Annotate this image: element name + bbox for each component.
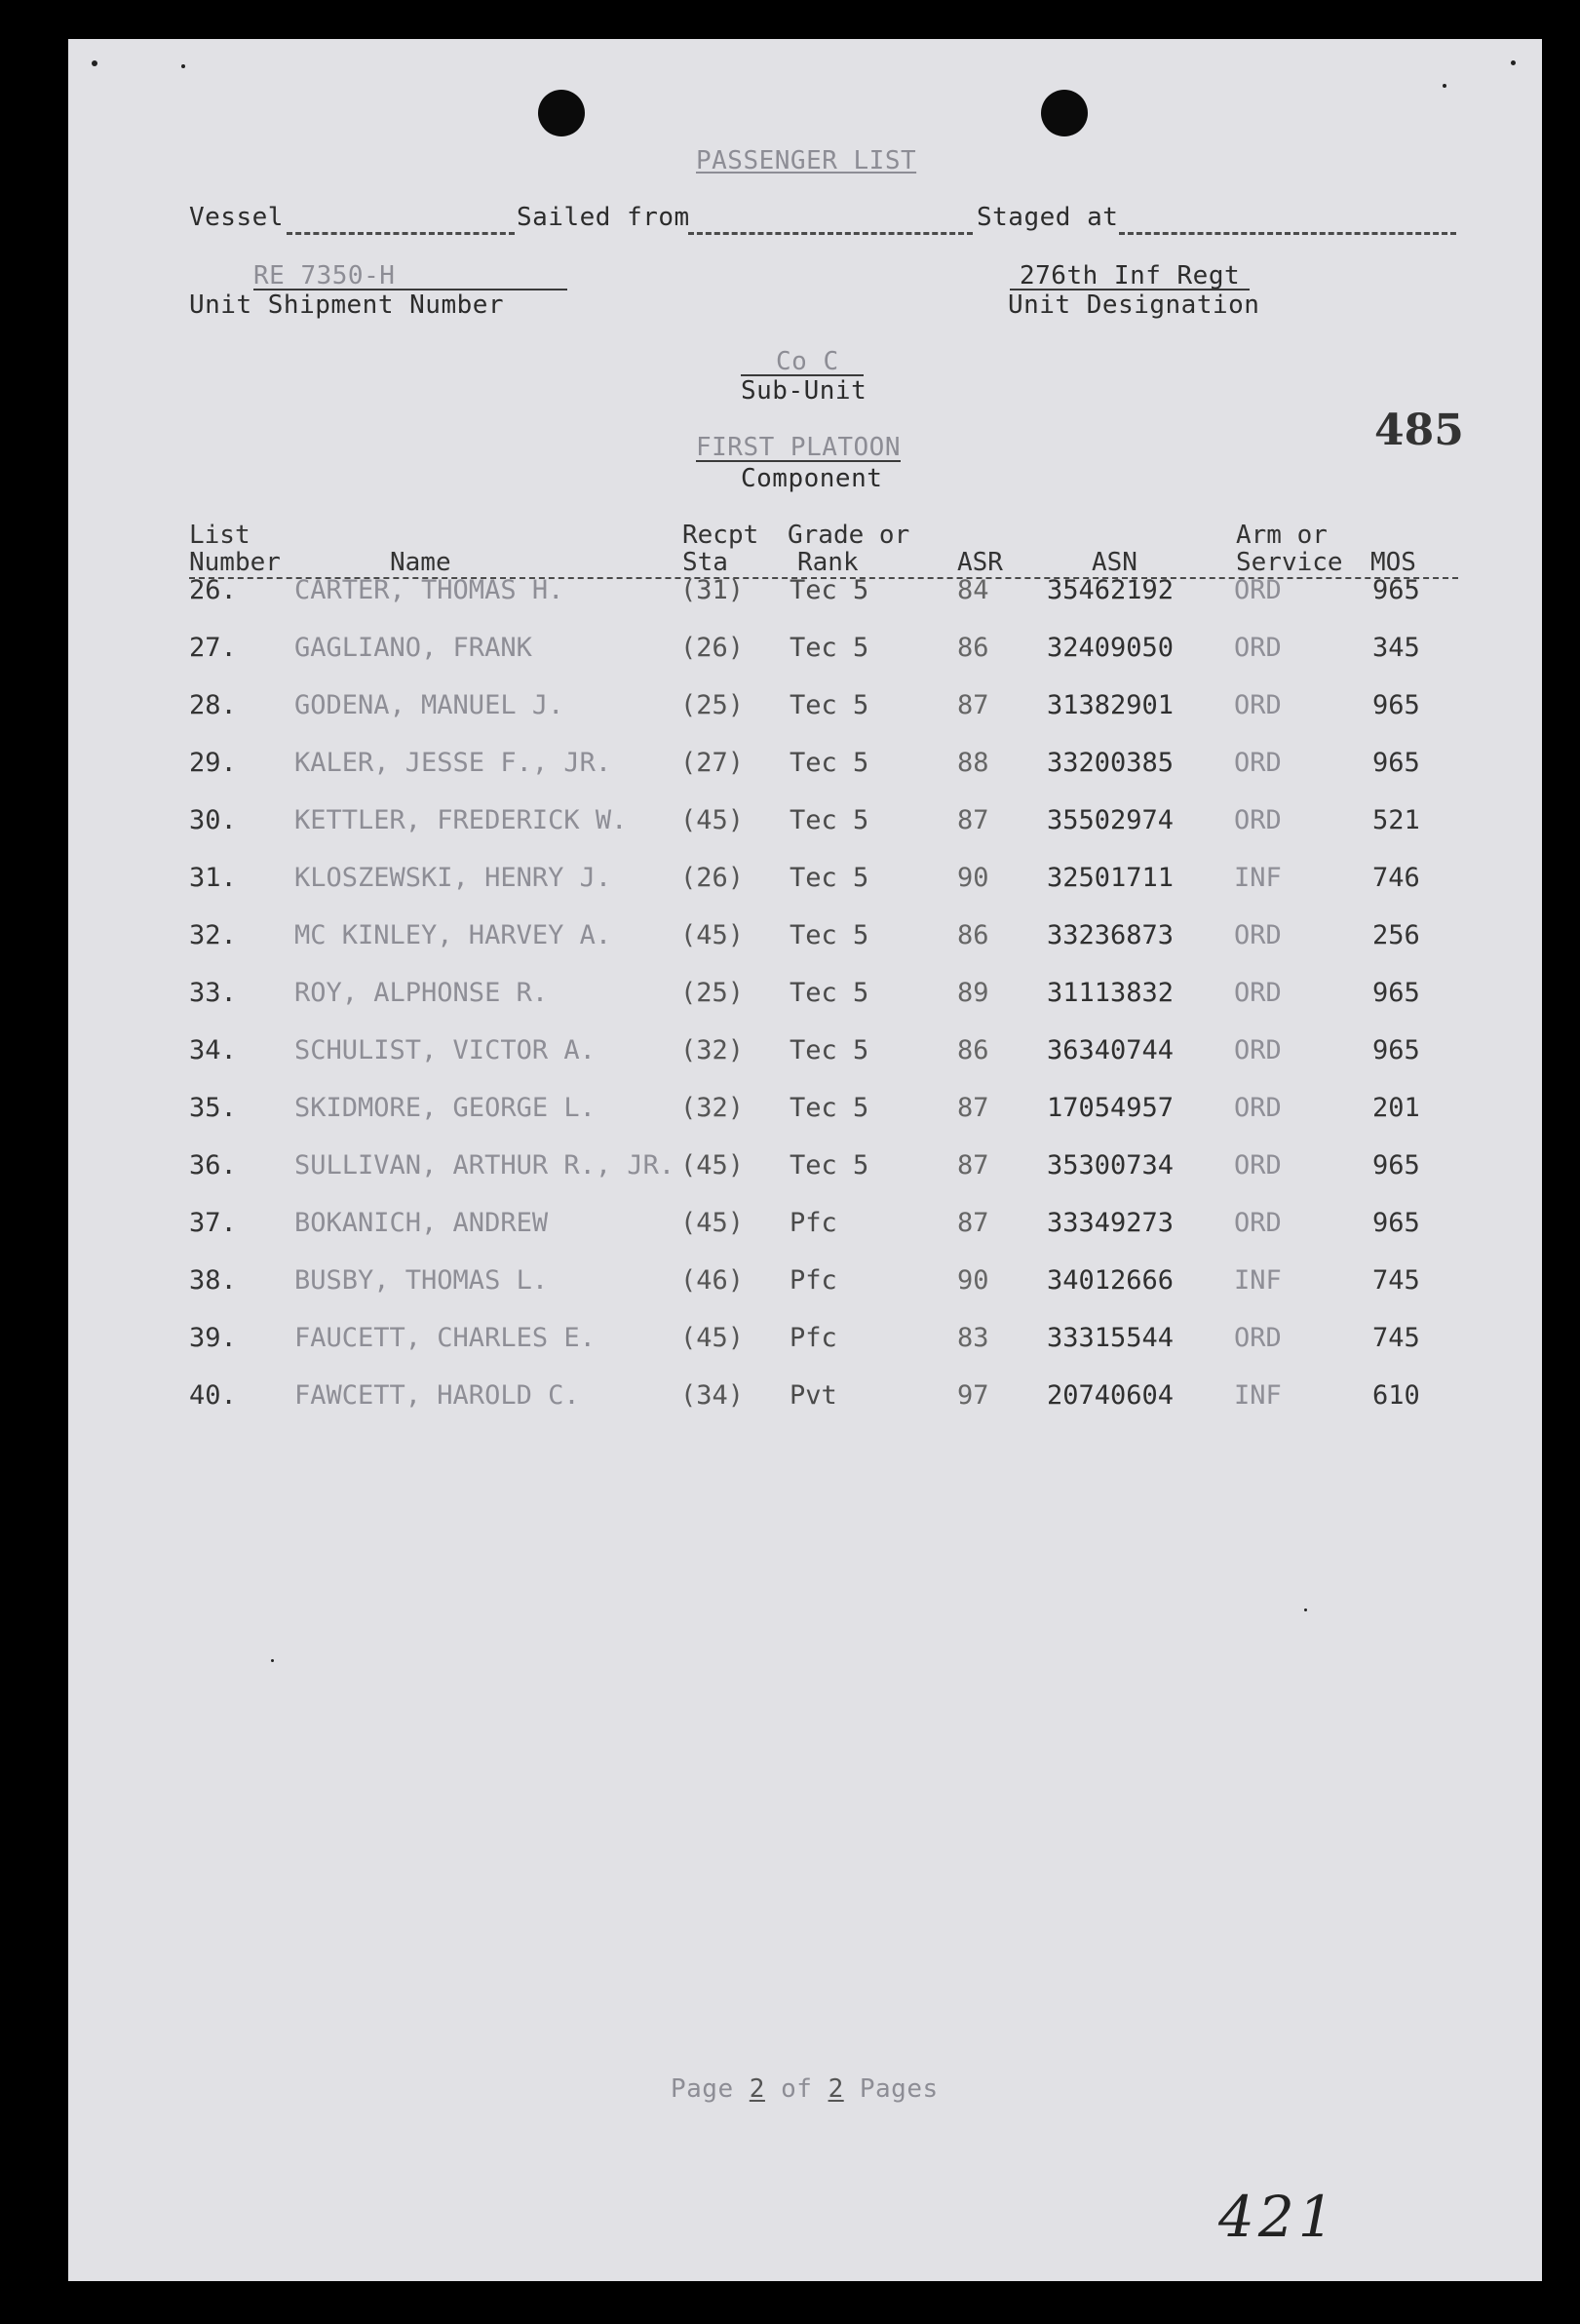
table-row bbox=[68, 633, 1542, 672]
arm-service: INF bbox=[1234, 1265, 1282, 1296]
recpt-sta: (45) bbox=[680, 805, 745, 835]
list-number: 35. bbox=[189, 1093, 237, 1123]
punch-hole-right bbox=[1041, 90, 1088, 136]
asn: 33349273 bbox=[1047, 1208, 1175, 1238]
list-number: 32. bbox=[189, 920, 237, 950]
asr: 84 bbox=[957, 575, 989, 605]
recpt-sta: (45) bbox=[680, 1150, 745, 1181]
mos: 965 bbox=[1372, 748, 1420, 778]
asr: 88 bbox=[957, 748, 989, 778]
col-arm-top: Arm or bbox=[1236, 521, 1328, 550]
component-label: Component bbox=[741, 464, 883, 493]
arm-service: ORD bbox=[1234, 1035, 1282, 1065]
asr: 90 bbox=[957, 1265, 989, 1296]
mos: 965 bbox=[1372, 1208, 1420, 1238]
col-asr: ASR bbox=[957, 548, 1003, 577]
arm-service: ORD bbox=[1234, 575, 1282, 605]
col-asn: ASN bbox=[1092, 548, 1137, 577]
arm-service: ORD bbox=[1234, 1208, 1282, 1238]
speck bbox=[1511, 60, 1516, 65]
recpt-sta: (34) bbox=[680, 1380, 745, 1411]
vessel-label: Vessel bbox=[189, 203, 284, 232]
recpt-sta: (26) bbox=[680, 863, 745, 893]
table-row bbox=[68, 863, 1542, 902]
list-number: 38. bbox=[189, 1265, 237, 1296]
grade: Tec 5 bbox=[790, 690, 869, 720]
arm-service: ORD bbox=[1234, 690, 1282, 720]
speck bbox=[1443, 84, 1446, 88]
grade: Pfc bbox=[790, 1208, 837, 1238]
recpt-sta: (27) bbox=[680, 748, 745, 778]
list-number: 36. bbox=[189, 1150, 237, 1181]
list-number: 26. bbox=[189, 575, 237, 605]
recpt-sta: (32) bbox=[680, 1035, 745, 1065]
recpt-sta: (26) bbox=[680, 633, 745, 663]
grade: Pfc bbox=[790, 1265, 837, 1296]
passenger-name: KLOSZEWSKI, HENRY J. bbox=[294, 863, 612, 893]
recpt-sta: (25) bbox=[680, 690, 745, 720]
passenger-name: MC KINLEY, HARVEY A. bbox=[294, 920, 612, 950]
sub-unit: Co C bbox=[776, 347, 839, 376]
arm-service: ORD bbox=[1234, 1323, 1282, 1353]
asn: 35300734 bbox=[1047, 1150, 1175, 1181]
speck bbox=[1304, 1608, 1307, 1611]
passenger-name: KETTLER, FREDERICK W. bbox=[294, 805, 628, 835]
grade: Tec 5 bbox=[790, 1035, 869, 1065]
unit-designation-label: Unit Designation bbox=[1008, 290, 1260, 320]
component: FIRST PLATOON bbox=[696, 433, 901, 462]
passenger-name: SKIDMORE, GEORGE L. bbox=[294, 1093, 596, 1123]
asr: 86 bbox=[957, 1035, 989, 1065]
mos: 745 bbox=[1372, 1265, 1420, 1296]
page-current: 2 bbox=[749, 2074, 765, 2104]
pages-word: Pages bbox=[859, 2074, 939, 2104]
grade: Tec 5 bbox=[790, 1150, 869, 1181]
arm-service: INF bbox=[1234, 1380, 1282, 1411]
list-number: 34. bbox=[189, 1035, 237, 1065]
table-row bbox=[68, 575, 1542, 614]
recpt-sta: (31) bbox=[680, 575, 745, 605]
table-row bbox=[68, 690, 1542, 729]
asn: 33315544 bbox=[1047, 1323, 1175, 1353]
col-list-number-top: List bbox=[189, 521, 250, 550]
staged-at-blank bbox=[1119, 232, 1456, 235]
passenger-name: FAWCETT, HAROLD C. bbox=[294, 1380, 580, 1411]
asr: 90 bbox=[957, 863, 989, 893]
page-counter bbox=[671, 2074, 939, 2104]
list-number: 29. bbox=[189, 748, 237, 778]
mos: 965 bbox=[1372, 978, 1420, 1008]
col-arm: Service bbox=[1236, 548, 1343, 577]
mos: 521 bbox=[1372, 805, 1420, 835]
recpt-sta: (46) bbox=[680, 1265, 745, 1296]
sub-unit-label: Sub-Unit bbox=[741, 376, 867, 406]
asr: 87 bbox=[957, 805, 989, 835]
grade: Tec 5 bbox=[790, 1093, 869, 1123]
grade: Pfc bbox=[790, 1323, 837, 1353]
table-row bbox=[68, 978, 1542, 1017]
mos: 965 bbox=[1372, 1150, 1420, 1181]
arm-service: INF bbox=[1234, 863, 1282, 893]
col-name: Name bbox=[390, 548, 451, 577]
mos: 256 bbox=[1372, 920, 1420, 950]
recpt-sta: (45) bbox=[680, 1323, 745, 1353]
recpt-sta: (25) bbox=[680, 978, 745, 1008]
passenger-name: KALER, JESSE F., JR. bbox=[294, 748, 612, 778]
speck bbox=[181, 64, 185, 68]
list-number: 37. bbox=[189, 1208, 237, 1238]
page-total: 2 bbox=[828, 2074, 844, 2104]
grade: Tec 5 bbox=[790, 633, 869, 663]
table-row bbox=[68, 1265, 1542, 1304]
sailed-from-label: Sailed from bbox=[517, 203, 690, 232]
handwritten-page-number: 421 bbox=[1218, 2184, 1338, 2250]
mos: 965 bbox=[1372, 575, 1420, 605]
asn: 33200385 bbox=[1047, 748, 1175, 778]
passenger-name: CARTER, THOMAS H. bbox=[294, 575, 564, 605]
recpt-sta: (45) bbox=[680, 1208, 745, 1238]
asn: 20740604 bbox=[1047, 1380, 1175, 1411]
asn: 32501711 bbox=[1047, 863, 1175, 893]
col-recpt-top: Recpt bbox=[682, 521, 759, 550]
asn: 17054957 bbox=[1047, 1093, 1175, 1123]
page-word: Page bbox=[671, 2074, 734, 2104]
mos: 610 bbox=[1372, 1380, 1420, 1411]
document-sheet bbox=[68, 39, 1542, 2281]
arm-service: ORD bbox=[1234, 633, 1282, 663]
sailed-from-blank bbox=[688, 232, 973, 235]
asr: 87 bbox=[957, 690, 989, 720]
grade: Tec 5 bbox=[790, 748, 869, 778]
page-stamp-number: 485 bbox=[1374, 406, 1464, 455]
passenger-name: FAUCETT, CHARLES E. bbox=[294, 1323, 596, 1353]
mos: 965 bbox=[1372, 690, 1420, 720]
unit-designation: 276th Inf Regt bbox=[1020, 261, 1241, 290]
table-row bbox=[68, 1208, 1542, 1247]
asn: 36340744 bbox=[1047, 1035, 1175, 1065]
col-mos: MOS bbox=[1370, 548, 1416, 577]
recpt-sta: (32) bbox=[680, 1093, 745, 1123]
grade: Tec 5 bbox=[790, 575, 869, 605]
grade: Tec 5 bbox=[790, 920, 869, 950]
list-number: 30. bbox=[189, 805, 237, 835]
asn: 35502974 bbox=[1047, 805, 1175, 835]
arm-service: ORD bbox=[1234, 920, 1282, 950]
table-row bbox=[68, 1150, 1542, 1189]
asr: 87 bbox=[957, 1150, 989, 1181]
asn: 32409050 bbox=[1047, 633, 1175, 663]
asr: 86 bbox=[957, 633, 989, 663]
asr: 97 bbox=[957, 1380, 989, 1411]
list-number: 33. bbox=[189, 978, 237, 1008]
table-row bbox=[68, 1093, 1542, 1132]
table-row bbox=[68, 1380, 1542, 1419]
mos: 345 bbox=[1372, 633, 1420, 663]
grade: Pvt bbox=[790, 1380, 837, 1411]
asn: 34012666 bbox=[1047, 1265, 1175, 1296]
asn: 31382901 bbox=[1047, 690, 1175, 720]
table-row bbox=[68, 748, 1542, 787]
asn: 31113832 bbox=[1047, 978, 1175, 1008]
passenger-name: GAGLIANO, FRANK bbox=[294, 633, 532, 663]
recpt-sta: (45) bbox=[680, 920, 745, 950]
of-word: of bbox=[781, 2074, 813, 2104]
list-number: 40. bbox=[189, 1380, 237, 1411]
grade: Tec 5 bbox=[790, 805, 869, 835]
arm-service: ORD bbox=[1234, 805, 1282, 835]
arm-service: ORD bbox=[1234, 1093, 1282, 1123]
speck bbox=[92, 60, 97, 66]
grade: Tec 5 bbox=[790, 863, 869, 893]
mos: 201 bbox=[1372, 1093, 1420, 1123]
table-row bbox=[68, 920, 1542, 959]
asr: 86 bbox=[957, 920, 989, 950]
table-row bbox=[68, 805, 1542, 844]
passenger-name: BUSBY, THOMAS L. bbox=[294, 1265, 549, 1296]
table-row bbox=[68, 1323, 1542, 1362]
grade: Tec 5 bbox=[790, 978, 869, 1008]
table-row bbox=[68, 1035, 1542, 1074]
asr: 89 bbox=[957, 978, 989, 1008]
passenger-name: SULLIVAN, ARTHUR R., JR. bbox=[294, 1150, 675, 1181]
vessel-blank bbox=[287, 232, 515, 235]
list-number: 27. bbox=[189, 633, 237, 663]
staged-at-label: Staged at bbox=[977, 203, 1119, 232]
col-recpt: Sta bbox=[682, 548, 728, 577]
col-grade: Rank bbox=[797, 548, 859, 577]
col-grade-top: Grade or bbox=[788, 521, 910, 550]
arm-service: ORD bbox=[1234, 748, 1282, 778]
asn: 33236873 bbox=[1047, 920, 1175, 950]
passenger-name: ROY, ALPHONSE R. bbox=[294, 978, 549, 1008]
list-number: 31. bbox=[189, 863, 237, 893]
asn: 35462192 bbox=[1047, 575, 1175, 605]
arm-service: ORD bbox=[1234, 978, 1282, 1008]
component-underline bbox=[696, 460, 901, 462]
passenger-name: BOKANICH, ANDREW bbox=[294, 1208, 549, 1238]
arm-service: ORD bbox=[1234, 1150, 1282, 1181]
passenger-name: GODENA, MANUEL J. bbox=[294, 690, 564, 720]
unit-shipment-number: RE 7350-H bbox=[253, 261, 396, 290]
mos: 746 bbox=[1372, 863, 1420, 893]
asr: 87 bbox=[957, 1093, 989, 1123]
speck bbox=[271, 1659, 274, 1662]
mos: 745 bbox=[1372, 1323, 1420, 1353]
list-number: 39. bbox=[189, 1323, 237, 1353]
asr: 83 bbox=[957, 1323, 989, 1353]
col-list-number: Number bbox=[189, 548, 281, 577]
mos: 965 bbox=[1372, 1035, 1420, 1065]
passenger-name: SCHULIST, VICTOR A. bbox=[294, 1035, 596, 1065]
unit-shipment-label: Unit Shipment Number bbox=[189, 290, 505, 320]
document-title: PASSENGER LIST bbox=[696, 146, 917, 175]
asr: 87 bbox=[957, 1208, 989, 1238]
punch-hole-left bbox=[538, 90, 585, 136]
list-number: 28. bbox=[189, 690, 237, 720]
